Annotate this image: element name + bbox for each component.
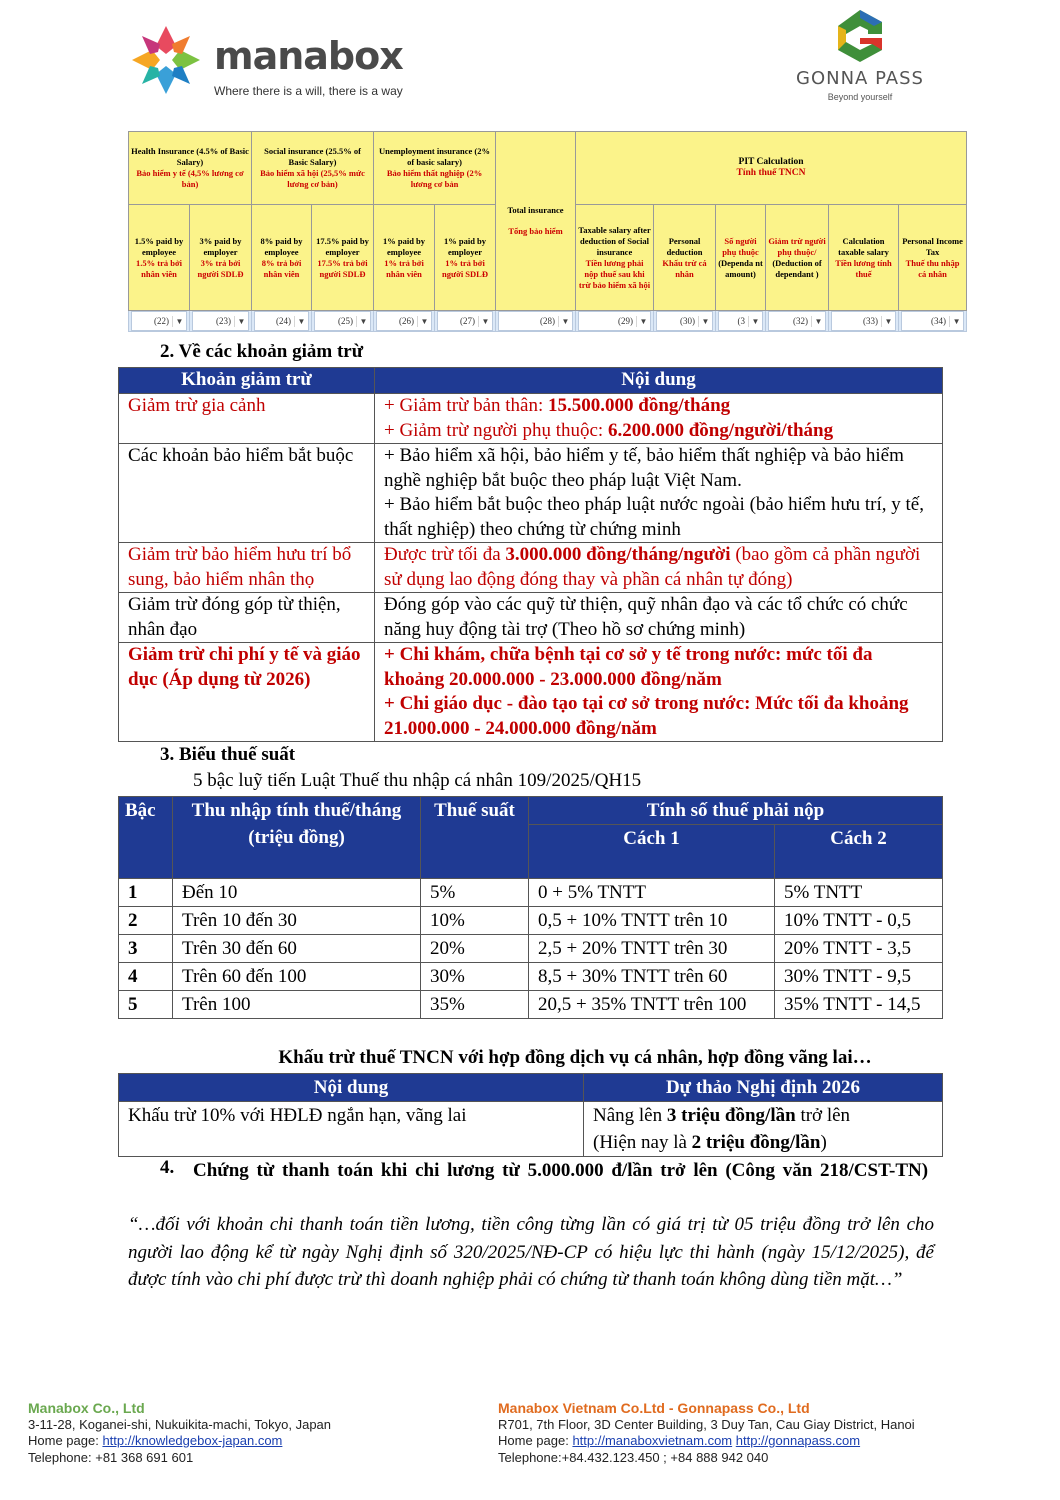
dropdown-arrow-icon[interactable]: ▼ <box>356 316 370 327</box>
dropdown-arrow-icon[interactable]: ▼ <box>558 316 572 327</box>
tax-bracket: 3 <box>119 935 173 963</box>
footer-phone: Telephone:+84.432.123.450 ; +84 888 942 040 <box>498 1449 769 1465</box>
brand-slogan: Where there is a will, there is a way <box>214 84 403 98</box>
column-filter[interactable]: (23) ▼ <box>190 311 252 332</box>
footer-company: Manabox Vietnam Co.Ltd - Gonnapass Co., Ltd <box>498 1400 810 1416</box>
column-filter[interactable]: (33) ▼ <box>829 311 899 332</box>
section-2-heading: 2. Về các khoản giảm trừ <box>160 341 364 362</box>
withholding-col-header: Nội dung <box>119 1074 584 1102</box>
sub-header: 3% paid by employer 3% trả bởi người SDLĐ <box>190 205 252 311</box>
tax-col-header: Bậc <box>119 797 173 879</box>
pit-calculation-sheet <box>128 131 967 332</box>
dropdown-arrow-icon[interactable]: ▼ <box>234 316 248 327</box>
column-filter[interactable]: (29) ▼ <box>576 311 654 332</box>
footer-homepage: Home page: http://knowledgebox-japan.com <box>28 1433 283 1448</box>
homepage-link[interactable]: http://knowledgebox-japan.com <box>102 1433 283 1448</box>
tax-method-1: 20,5 + 35% TNTT trên 100 <box>529 991 775 1019</box>
homepage-link[interactable]: http://manaboxvietnam.com <box>572 1433 733 1448</box>
section-3-subtitle: 5 bậc luỹ tiến Luật Thuế thu nhập cá nhân 109/2025/QH15 <box>193 770 642 791</box>
tax-method-2: 30% TNTT - 9,5 <box>775 963 943 991</box>
tax-method-2: 20% TNTT - 3,5 <box>775 935 943 963</box>
section-3-heading: 3. Biểu thuế suất <box>160 744 296 765</box>
column-filter[interactable]: (32) ▼ <box>766 311 829 332</box>
tax-rate: 35% <box>421 991 529 1019</box>
column-filter[interactable]: (34) ▼ <box>899 311 967 332</box>
tax-col-header: Tính số thuế phải nộp <box>529 797 943 825</box>
tax-method-1: 2,5 + 20% TNTT trên 30 <box>529 935 775 963</box>
tax-col-header: Cách 1 <box>529 825 775 879</box>
sub-header: 1% paid by employee 1% trả bởi nhân viên <box>374 205 435 311</box>
sub-header: 1.5% paid by employee 1.5% trả bởi nhân viên <box>129 205 190 311</box>
tax-income: Trên 10 đến 30 <box>173 907 421 935</box>
deduction-label: Giảm trừ bảo hiểm hưu trí bổ sung, bảo hiểm nhân thọ <box>119 543 375 593</box>
section-4-quote: “…đối với khoản chi thanh toán tiền lương, tiền công từng lần có giá trị từ 05 triệu đồng trở lên cho người lao động kể từ ngày Nghị định số 320/2025/NĐ-CP có hiệu lực thi hành (ngày 15/12/2025), để được tính vào chi phí được trừ thì doanh nghiệp phải có chứng từ thanh toán không dùng tiền mặt…” <box>128 1214 934 1290</box>
tax-method-2: 5% TNTT <box>775 879 943 907</box>
table-row <box>119 879 943 907</box>
tax-method-1: 8,5 + 30% TNTT trên 60 <box>529 963 775 991</box>
column-filter[interactable]: (27) ▼ <box>435 311 496 332</box>
column-filter[interactable]: (24) ▼ <box>252 311 312 332</box>
dropdown-arrow-icon[interactable]: ▼ <box>294 316 308 327</box>
sub-header: Giảm trừ người phụ thuộc/ (Deduction of dependant ) <box>766 205 829 311</box>
footer-address: R701, 7th Floor, 3D Center Building, 3 Duy Tan, Cau Giay District, Hanoi <box>498 1416 915 1432</box>
tax-method-1: 0,5 + 10% TNTT trên 10 <box>529 907 775 935</box>
tax-rate-table <box>118 796 943 1019</box>
section-4-heading: Chứng từ thanh toán khi chi lương từ 5.000.000 đ/lần trở lên (Công văn 218/CST-TN) <box>193 1160 929 1181</box>
dropdown-arrow-icon[interactable]: ▼ <box>811 316 825 327</box>
partner-tagline: Beyond yourself <box>827 92 893 102</box>
deduction-label: Giảm trừ đóng góp từ thiện, nhân đạo <box>119 593 375 643</box>
tax-bracket: 2 <box>119 907 173 935</box>
tax-bracket: 5 <box>119 991 173 1019</box>
dropdown-arrow-icon[interactable]: ▼ <box>417 316 431 327</box>
dropdown-arrow-icon[interactable]: ▼ <box>478 316 492 327</box>
partner-name: GONNA PASS <box>796 68 924 89</box>
deduction-content: Được trừ tối đa 3.000.000 đồng/tháng/người (bao gồm cả phần người sử dụng lao động đóng thay và phần cá nhân tự đóng) <box>375 543 943 593</box>
sub-header: 17.5% paid by employer 17.5% trả bởi người SDLĐ <box>312 205 374 311</box>
tax-income: Trên 30 đến 60 <box>173 935 421 963</box>
withholding-title: Khấu trừ thuế TNCN với hợp đồng dịch vụ cá nhân, hợp đồng vãng lai… <box>278 1047 872 1068</box>
deduction-label: Các khoản bảo hiểm bắt buộc <box>119 444 375 543</box>
dropdown-arrow-icon[interactable]: ▼ <box>172 316 186 327</box>
dropdown-arrow-icon[interactable]: ▼ <box>748 316 762 327</box>
total-insurance-header: Total insurance Tổng bảo hiểm <box>496 132 576 311</box>
sub-header: Personal Income Tax Thuế thu nhập cá nhân <box>899 205 967 311</box>
sub-header: Taxable salary after deduction of Social insurance Tiền lương phải nộp thuế sau khi trừ bảo hiểm xã hội <box>576 205 654 311</box>
deduction-content: + Bảo hiểm xã hội, bảo hiểm y tế, bảo hiểm thất nghiệp và bảo hiểm nghề nghiệp bắt buộc theo pháp luật Việt Nam. + Bảo hiểm bắt buộc theo pháp luật nước ngoài (bảo hiểm hưu trí, y tế, thất nghiệp) theo chứng từ chứng minh <box>375 444 943 543</box>
social-insurance-header: Social insurance (25.5% of Basic Salary) Bảo hiểm xã hội (25,5% mức lương cơ bản) <box>252 132 374 205</box>
brand-name: manabox <box>214 34 403 78</box>
manabox-logo <box>128 22 428 102</box>
deduction-content: Đóng góp vào các quỹ từ thiện, quỹ nhân đạo và các tổ chức có chức năng huy động tài trợ (Theo hồ sơ chứng minh) <box>375 593 943 643</box>
table-row <box>119 907 943 935</box>
withholding-table <box>118 1073 943 1157</box>
tax-income: Trên 100 <box>173 991 421 1019</box>
footer-right <box>498 1400 1018 1466</box>
table-row <box>119 935 943 963</box>
tax-rate: 10% <box>421 907 529 935</box>
column-filter[interactable]: (22) ▼ <box>129 311 190 332</box>
tax-col-header: Thu nhập tính thuế/tháng (triệu đồng) <box>173 797 421 879</box>
tax-rate: 20% <box>421 935 529 963</box>
footer-left <box>28 1400 468 1466</box>
deductions-table <box>118 367 943 742</box>
tax-bracket: 4 <box>119 963 173 991</box>
dropdown-arrow-icon[interactable]: ▼ <box>881 316 895 327</box>
column-filter[interactable]: (30) ▼ <box>654 311 716 332</box>
footer-phone: Telephone: +81 368 691 601 <box>28 1449 194 1465</box>
tax-bracket: 1 <box>119 879 173 907</box>
gonnapass-g-icon <box>834 8 886 64</box>
tax-income: Trên 60 đến 100 <box>173 963 421 991</box>
sub-header: Calculation taxable salary Tiền lương tính thuế <box>829 205 899 311</box>
deduction-content: + Chi khám, chữa bệnh tại cơ sở y tế trong nước: mức tối đa khoảng 20.000.000 - 23.000.000 đồng/năm + Chi giáo dục - đào tạo tại cơ sở trong nước: Mức tối đa khoảng 21.000.000 - 24.000.000 đồng/năm <box>375 643 943 742</box>
tax-col-header: Thuế suất <box>421 797 529 879</box>
manabox-flower-icon <box>128 22 204 98</box>
deduction-content: + Giảm trừ bản thân: 15.500.000 đồng/tháng + Giảm trừ người phụ thuộc: 6.200.000 đồng/người/tháng <box>375 394 943 444</box>
deductions-col-header: Nội dung <box>375 368 943 394</box>
table-row <box>119 963 943 991</box>
withholding-col-header: Dự thảo Nghị định 2026 <box>584 1074 943 1102</box>
dropdown-arrow-icon[interactable]: ▼ <box>949 316 963 327</box>
tax-income: Đến 10 <box>173 879 421 907</box>
column-filter[interactable]: (25) ▼ <box>312 311 374 332</box>
tax-col-header: Cách 2 <box>775 825 943 879</box>
homepage-link[interactable]: http://gonnapass.com <box>735 1433 861 1448</box>
withholding-draft: Nâng lên 3 triệu đồng/lần trở lên (Hiện nay là 2 triệu đồng/lần) <box>584 1102 943 1157</box>
sub-header: 1% paid by employer 1% trả bởi người SDLĐ <box>435 205 496 311</box>
tax-rate: 5% <box>421 879 529 907</box>
column-filter[interactable]: (26) ▼ <box>374 311 435 332</box>
gonnapass-logo <box>770 8 950 104</box>
withholding-content: Khấu trừ 10% với HĐLĐ ngắn hạn, vãng lai <box>119 1102 584 1157</box>
deductions-col-header: Khoản giảm trừ <box>119 368 375 394</box>
dropdown-arrow-icon[interactable]: ▼ <box>636 316 650 327</box>
tax-method-1: 0 + 5% TNTT <box>529 879 775 907</box>
footer-address: 3-11-28, Koganei-shi, Nukuikita-machi, Tokyo, Japan <box>28 1416 332 1432</box>
sub-header: Personal deduction Khấu trừ cá nhân <box>654 205 716 311</box>
column-filter[interactable]: (28) ▼ <box>496 311 576 332</box>
footer-company: Manabox Co., Ltd <box>28 1400 145 1416</box>
sub-header: Số người phụ thuộc (Dependa nt amount) <box>716 205 766 311</box>
tax-rate: 30% <box>421 963 529 991</box>
section-4-number: 4. <box>160 1157 175 1178</box>
dropdown-arrow-icon[interactable]: ▼ <box>698 316 712 327</box>
deduction-label: Giảm trừ gia cảnh <box>119 394 375 444</box>
footer-homepage: Home page: http://manaboxvietnam.com http://gonnapass.com <box>498 1433 861 1448</box>
column-filter[interactable]: (3 ▼ <box>716 311 766 332</box>
unemployment-insurance-header: Unemployment insurance (2% of basic salary) Bảo hiểm thất nghiệp (2% lương cơ bản <box>374 132 496 205</box>
deduction-label: Giảm trừ chi phí y tế và giáo dục (Áp dụng từ 2026) <box>119 643 375 742</box>
tax-method-2: 35% TNTT - 14,5 <box>775 991 943 1019</box>
tax-method-2: 10% TNTT - 0,5 <box>775 907 943 935</box>
table-row <box>119 991 943 1019</box>
health-insurance-header: Health Insurance (4.5% of Basic Salary) Bảo hiểm y tế (4,5% lương cơ bản) <box>129 132 252 205</box>
sub-header: 8% paid by employee 8% trả bởi nhân viên <box>252 205 312 311</box>
pit-calculation-header: PIT Calculation Tính thuế TNCN <box>576 132 967 205</box>
